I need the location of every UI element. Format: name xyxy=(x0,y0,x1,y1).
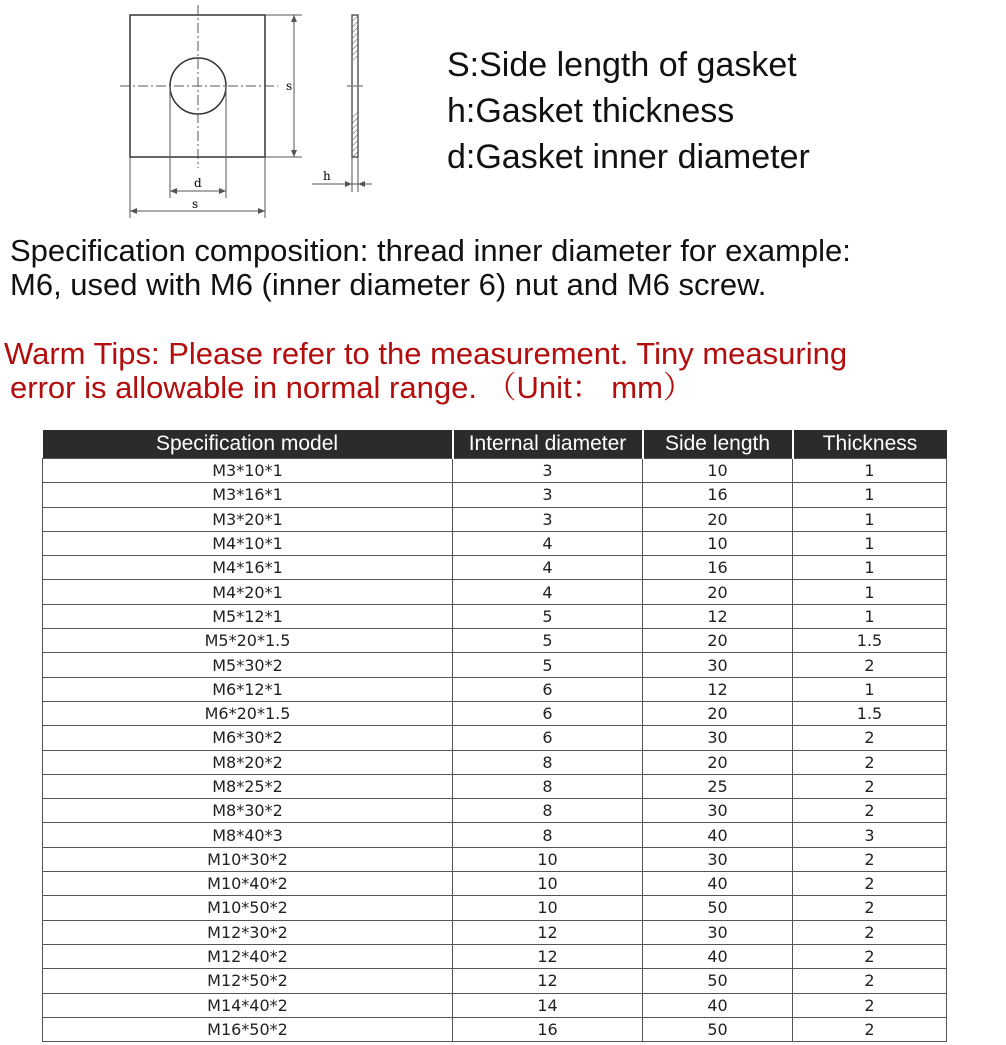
table-row xyxy=(43,774,947,798)
legend-side-length: S:Side length of gasket xyxy=(447,46,797,84)
cell-model: M12*50*2 xyxy=(43,969,453,993)
cell-internal-diameter: 5 xyxy=(453,653,643,677)
cell-model: M5*30*2 xyxy=(43,653,453,677)
cell-model: M10*30*2 xyxy=(43,847,453,871)
table-row xyxy=(43,629,947,653)
cell-side-length: 25 xyxy=(643,774,793,798)
tips-line-1: Warm Tips: Please refer to the measurement. Tiny measuring xyxy=(4,336,848,371)
label-s-side: s xyxy=(286,79,293,93)
cell-model: M6*30*2 xyxy=(43,726,453,750)
cell-model: M8*40*3 xyxy=(43,823,453,847)
cell-internal-diameter: 3 xyxy=(453,459,643,483)
table-row xyxy=(43,993,947,1017)
cell-side-length: 20 xyxy=(643,750,793,774)
cell-side-length: 30 xyxy=(643,726,793,750)
spec-line-2: M6, used with M6 (inner diameter 6) nut and M6 screw. xyxy=(10,267,767,302)
cell-model: M10*40*2 xyxy=(43,872,453,896)
table-row xyxy=(43,604,947,628)
cell-thickness: 2 xyxy=(793,944,947,968)
cell-thickness: 1.5 xyxy=(793,701,947,725)
table-row xyxy=(43,944,947,968)
cell-internal-diameter: 5 xyxy=(453,629,643,653)
cell-internal-diameter: 8 xyxy=(453,750,643,774)
table-body xyxy=(43,459,947,1042)
cell-thickness: 3 xyxy=(793,823,947,847)
cell-side-length: 30 xyxy=(643,653,793,677)
header-side-length: Side length xyxy=(643,430,793,459)
cell-thickness: 2 xyxy=(793,799,947,823)
cell-internal-diameter: 8 xyxy=(453,799,643,823)
table-row xyxy=(43,677,947,701)
cell-model: M3*16*1 xyxy=(43,483,453,507)
cell-internal-diameter: 5 xyxy=(453,604,643,628)
cell-model: M14*40*2 xyxy=(43,993,453,1017)
cell-internal-diameter: 6 xyxy=(453,677,643,701)
cell-model: M10*50*2 xyxy=(43,896,453,920)
cell-thickness: 2 xyxy=(793,1017,947,1041)
table-row xyxy=(43,507,947,531)
cell-internal-diameter: 16 xyxy=(453,1017,643,1041)
table-row xyxy=(43,483,947,507)
cell-thickness: 1 xyxy=(793,604,947,628)
cell-thickness: 2 xyxy=(793,750,947,774)
cell-internal-diameter: 3 xyxy=(453,507,643,531)
cell-thickness: 1 xyxy=(793,459,947,483)
cell-side-length: 20 xyxy=(643,507,793,531)
cell-side-length: 20 xyxy=(643,629,793,653)
cell-thickness: 1 xyxy=(793,677,947,701)
cell-side-length: 20 xyxy=(643,701,793,725)
cell-internal-diameter: 4 xyxy=(453,556,643,580)
cell-model: M6*20*1.5 xyxy=(43,701,453,725)
cell-thickness: 1.5 xyxy=(793,629,947,653)
cell-side-length: 10 xyxy=(643,459,793,483)
specification-note xyxy=(10,234,851,302)
cell-thickness: 2 xyxy=(793,847,947,871)
label-s-bottom: s xyxy=(192,197,199,211)
table-row xyxy=(43,823,947,847)
cell-internal-diameter: 10 xyxy=(453,896,643,920)
cell-model: M3*20*1 xyxy=(43,507,453,531)
header-thickness: Thickness xyxy=(793,430,947,459)
cell-model: M5*20*1.5 xyxy=(43,629,453,653)
cell-side-length: 50 xyxy=(643,969,793,993)
cell-side-length: 12 xyxy=(643,604,793,628)
table-header-row xyxy=(43,430,947,459)
table-row xyxy=(43,750,947,774)
cell-side-length: 10 xyxy=(643,531,793,555)
table-row xyxy=(43,580,947,604)
table-row xyxy=(43,847,947,871)
cell-model: M6*12*1 xyxy=(43,677,453,701)
cell-internal-diameter: 10 xyxy=(453,847,643,871)
cell-internal-diameter: 4 xyxy=(453,580,643,604)
cell-model: M4*20*1 xyxy=(43,580,453,604)
label-d: d xyxy=(194,176,202,190)
table-row xyxy=(43,920,947,944)
cell-side-length: 40 xyxy=(643,823,793,847)
cell-thickness: 1 xyxy=(793,531,947,555)
cell-side-length: 50 xyxy=(643,896,793,920)
cell-thickness: 1 xyxy=(793,483,947,507)
cell-side-length: 30 xyxy=(643,920,793,944)
cell-side-length: 30 xyxy=(643,799,793,823)
table-row xyxy=(43,1017,947,1041)
cell-model: M12*30*2 xyxy=(43,920,453,944)
cell-model: M4*10*1 xyxy=(43,531,453,555)
cell-internal-diameter: 8 xyxy=(453,823,643,847)
table-row xyxy=(43,799,947,823)
table-row xyxy=(43,653,947,677)
cell-side-length: 16 xyxy=(643,556,793,580)
tips-line-2: error is allowable in normal range. （Unit： mm） xyxy=(10,370,694,405)
cell-model: M5*12*1 xyxy=(43,604,453,628)
cell-side-length: 40 xyxy=(643,993,793,1017)
cell-side-length: 50 xyxy=(643,1017,793,1041)
cell-internal-diameter: 4 xyxy=(453,531,643,555)
cell-thickness: 2 xyxy=(793,726,947,750)
cell-thickness: 1 xyxy=(793,507,947,531)
cell-side-length: 40 xyxy=(643,944,793,968)
cell-thickness: 2 xyxy=(793,920,947,944)
cell-side-length: 20 xyxy=(643,580,793,604)
cell-side-length: 16 xyxy=(643,483,793,507)
cell-thickness: 2 xyxy=(793,993,947,1017)
legend-thickness: h:Gasket thickness xyxy=(447,92,735,130)
cell-internal-diameter: 14 xyxy=(453,993,643,1017)
cell-model: M3*10*1 xyxy=(43,459,453,483)
label-h: h xyxy=(323,169,331,183)
dimension-legend xyxy=(447,42,810,180)
cell-thickness: 1 xyxy=(793,556,947,580)
cell-thickness: 2 xyxy=(793,872,947,896)
table-row xyxy=(43,556,947,580)
header-internal-diameter: Internal diameter xyxy=(453,430,643,459)
table-row xyxy=(43,872,947,896)
cell-side-length: 30 xyxy=(643,847,793,871)
cell-thickness: 2 xyxy=(793,653,947,677)
cell-side-length: 12 xyxy=(643,677,793,701)
cell-internal-diameter: 12 xyxy=(453,920,643,944)
table-row xyxy=(43,701,947,725)
cell-thickness: 2 xyxy=(793,896,947,920)
table-row xyxy=(43,531,947,555)
cell-internal-diameter: 3 xyxy=(453,483,643,507)
cell-internal-diameter: 6 xyxy=(453,701,643,725)
table-row xyxy=(43,896,947,920)
cell-model: M12*40*2 xyxy=(43,944,453,968)
table-row xyxy=(43,459,947,483)
spec-line-1: Specification composition: thread inner diameter for example: xyxy=(10,233,851,268)
warm-tips xyxy=(4,337,847,405)
cell-thickness: 2 xyxy=(793,774,947,798)
cell-internal-diameter: 12 xyxy=(453,969,643,993)
cell-model: M8*30*2 xyxy=(43,799,453,823)
table-row xyxy=(43,726,947,750)
cell-internal-diameter: 12 xyxy=(453,944,643,968)
table-row xyxy=(43,969,947,993)
legend-inner-diameter: d:Gasket inner diameter xyxy=(447,138,810,176)
cell-internal-diameter: 10 xyxy=(453,872,643,896)
cell-internal-diameter: 8 xyxy=(453,774,643,798)
header-specification-model: Specification model xyxy=(43,430,453,459)
gasket-diagram xyxy=(0,0,420,230)
cell-model: M16*50*2 xyxy=(43,1017,453,1041)
cell-internal-diameter: 6 xyxy=(453,726,643,750)
cell-thickness: 1 xyxy=(793,580,947,604)
cell-model: M8*20*2 xyxy=(43,750,453,774)
cell-thickness: 2 xyxy=(793,969,947,993)
cell-model: M8*25*2 xyxy=(43,774,453,798)
specification-table xyxy=(42,430,947,1042)
cell-side-length: 40 xyxy=(643,872,793,896)
cell-model: M4*16*1 xyxy=(43,556,453,580)
